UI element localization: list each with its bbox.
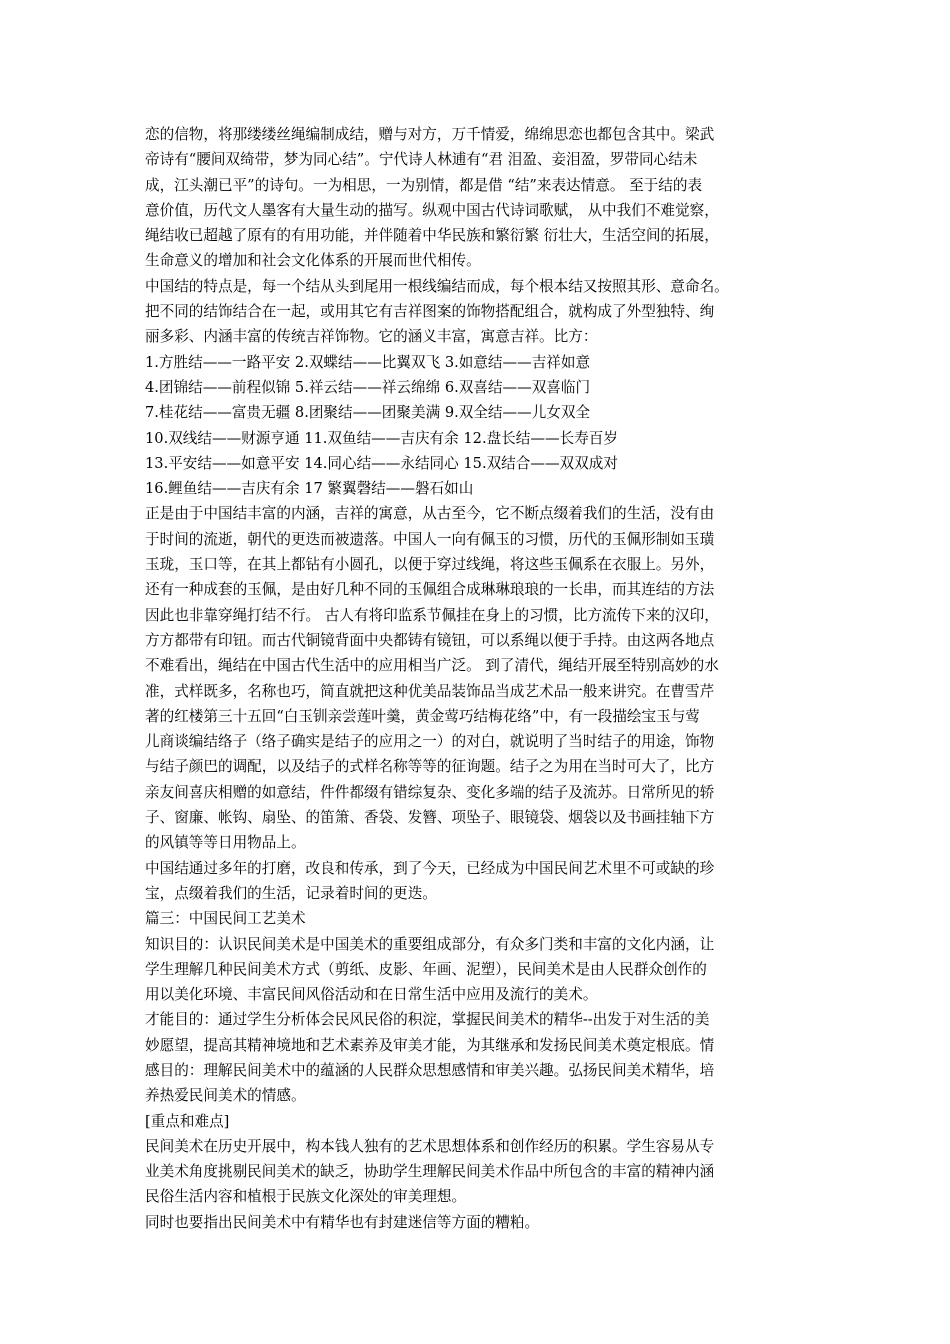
text-line: 著的红楼第三十五回“白玉钏亲尝莲叶羹，黄金莺巧结梅花络”中，有一段描绘宝玉与莺 — [145, 707, 700, 725]
list-item: 13.平安结——如意平安 14.同心结——永结同心 15.双结合——双双成对 — [145, 454, 618, 472]
text-line: 帝诗有“腰间双绮带，梦为同心结”。宁代诗人林逋有“君 泪盈、妾泪盈，罗带同心结未 — [145, 151, 698, 169]
text-line: 用以美化环境、丰富民间风俗活动和在日常生活中应用及流行的美术。 — [145, 986, 598, 1004]
text-line: 意价值，历代文人墨客有大量生动的描写。纵观中国古代诗词歌赋， 从中我们不难觉察， — [145, 201, 719, 219]
text-line: 丽多彩、内涵丰富的传统吉祥饰物。它的涵义丰富，寓意吉祥。比方： — [145, 328, 598, 346]
paragraph-history — [145, 501, 815, 855]
section-title: 篇三：中国民间工艺美术 — [145, 910, 306, 928]
text-line: 方方都带有印钮。而古代铜镜背面中央都铸有镜钮，可以系绳以便于手持。由这两各地点 — [145, 631, 715, 649]
list-item: 7.桂花结——富贵无疆 8.团聚结——团聚美满 9.双全结——儿女双全 — [145, 404, 591, 422]
text-line: 成，江头潮已平”的诗句。一为相思，一为别情，都是借 “结”来表达情意。 至于结的表 — [145, 176, 703, 194]
key-points-heading — [145, 1109, 815, 1134]
text-line: 儿商谈编结络子（络子确实是结子的应用之一）的对白，就说明了当时结子的用途，饰物 — [145, 733, 715, 751]
paragraph-conclusion — [145, 856, 815, 907]
text-line: 才能目的：通过学生分析体会民风民俗的积淀，掌握民间美术的精华--出发于对生活的美 — [145, 1011, 710, 1029]
list-item: 16.鲤鱼结——吉庆有余 17 繁翼磬结——磐石如山 — [145, 480, 474, 498]
text-line: 亲友间喜庆相赠的如意结，件件都缀有错综复杂、变化多端的结子及流苏。日常所见的轿 — [145, 783, 715, 801]
text-line: 准，式样既多，名称也巧，简直就把这种优美品装饰品当成艺术品一般来讲究。在曹雪芹 — [145, 682, 715, 700]
text-line: 民俗生活内容和植根于民族文化深处的审美理想。 — [145, 1188, 467, 1206]
text-line: 民间美术在历史开展中，构本钱人独有的艺术思想体系和创作经历的积累。学生容易从专 — [145, 1137, 715, 1155]
paragraph-intro-continued — [145, 122, 815, 274]
text-line: 正是由于中国结丰富的内涵，吉祥的寓意，从古至今，它不断点缀着我们的生活，没有由 — [145, 505, 715, 523]
text-line: 把不同的结饰结合在一起，或用其它有吉祥图案的饰物搭配组合，就构成了外型独特、绚 — [145, 303, 715, 321]
text-line: 玉珑，玉口等，在其上都钻有小圆孔，以便于穿过线绳，将这些玉佩系在衣服上。另外， — [145, 556, 715, 574]
chapter-three-heading — [145, 906, 815, 931]
text-line: 宝，点缀着我们的生活，记录着时间的更迭。 — [145, 884, 437, 902]
text-line: 感目的：理解民间美术中的蕴涵的人民群众思想感情和审美兴趣。弘扬民间美术精华，培 — [145, 1061, 715, 1079]
text-line: 与结子颜巴的调配，以及结子的式样名称等等的征询题。结子之为用在当时可大了，比方 — [145, 758, 715, 776]
document-page — [145, 122, 815, 1235]
knot-meaning-list — [145, 350, 815, 502]
paragraph-knowledge-goal — [145, 932, 815, 1008]
text-line: 中国结通过多年的打磨，改良和传承，到了今天，已经成为中国民间艺术里不可或缺的珍 — [145, 859, 715, 877]
text-line: 同时也要指出民间美术中有精华也有封建迷信等方面的糟粕。 — [145, 1213, 540, 1231]
paragraph-closing-note — [145, 1210, 815, 1235]
text-line: 还有一种成套的玉佩，是由好几种不同的玉佩组合成琳琳琅琅的一长串，而其连结的方法 — [145, 581, 715, 599]
list-item: 4.团锦结——前程似锦 5.祥云结——祥云绵绵 6.双喜结——双喜临门 — [145, 378, 591, 396]
text-line: 于时间的流逝，朝代的更迭而被遗落。中国人一向有佩玉的习惯，历代的玉佩形制如玉璜 — [145, 530, 715, 548]
text-line: 不难看出，绳结在中国古代生活中的应用相当广泛。 到了清代，绳结开展至特别高妙的水 — [145, 657, 719, 675]
text-line: 中国结的特点是，每一个结从头到尾用一根线编结而成，每个根本结又按照其形、意命名。 — [145, 277, 729, 295]
text-line: 子、窗廉、帐钩、扇坠、的笛箫、香袋、发簪、项坠子、眼镜袋、烟袋以及书画挂轴下方 — [145, 809, 715, 827]
text-line: 业美术角度挑剔民间美术的缺乏，协助学生理解民间美术作品中所包含的丰富的精神内涵 — [145, 1163, 715, 1181]
text-line: 妙愿望，提高其精神境地和艺术素养及审美才能，为其继承和发扬民间美术奠定根底。情 — [145, 1036, 715, 1054]
list-item: 10.双线结——财源亨通 11.双鱼结——吉庆有余 12.盘长结——长寿百岁 — [145, 429, 618, 447]
text-line: 恋的信物，将那缕缕丝绳编制成结，赠与对方，万千情爱，绵绵思恋也都包含其中。梁武 — [145, 126, 715, 143]
text-line: 的风镇等等日用物品上。 — [145, 834, 306, 852]
text-line: 生命意义的增加和社会文化体系的开展而世代相传。 — [145, 252, 481, 270]
list-item: 1.方胜结——一路平安 2.双蝶结——比翼双飞 3.如意结——吉祥如意 — [145, 353, 591, 371]
section-subtitle: [重点和难点] — [145, 1112, 230, 1130]
text-line: 学生理解几种民间美术方式（剪纸、皮影、年画、泥塑），民间美术是由人民群众创作的 — [145, 960, 707, 978]
paragraph-key-points — [145, 1134, 815, 1210]
text-line: 养热爱民间美术的情感。 — [145, 1087, 306, 1105]
text-line: 绳结收已超越了原有的有用功能，并伴随着中华民族和繁衍繁 衍壮大，生活空间的拓展， — [145, 227, 719, 245]
text-line: 知识目的：认识民间美术是中国美术的重要组成部分，有众多门类和丰富的文化内涵，让 — [145, 935, 715, 953]
paragraph-features — [145, 274, 815, 350]
paragraph-ability-goal — [145, 1007, 815, 1108]
text-line: 因此也非靠穿绳打结不行。 古人有将印监系节佩挂在身上的习惯，比方流传下来的汉印， — [145, 606, 719, 624]
